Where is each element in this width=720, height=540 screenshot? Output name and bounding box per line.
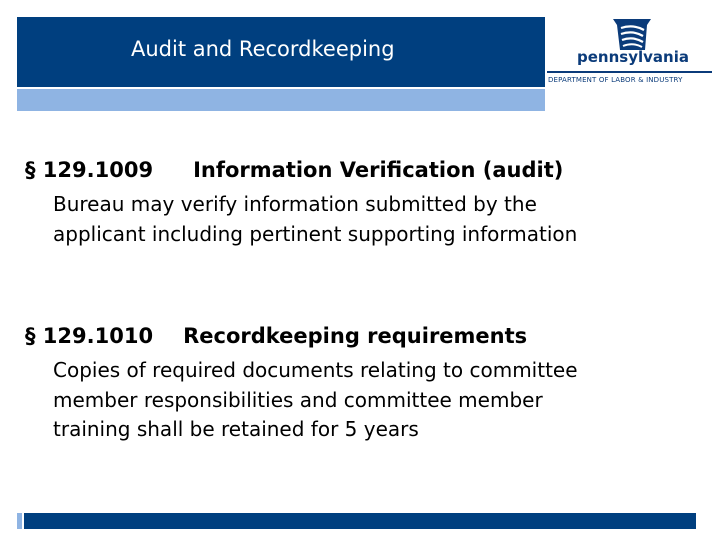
logo-department: DEPARTMENT OF LABOR & INDUSTRY: [548, 76, 683, 84]
section-heading: [25, 156, 705, 184]
body-line: Copies of required documents relating to committee: [53, 358, 578, 382]
section-129-1010: [25, 322, 705, 445]
body-line: training shall be retained for 5 years: [53, 417, 419, 441]
slide-title: Audit and Recordkeeping: [131, 37, 395, 61]
section-body: [53, 356, 705, 445]
section-body: [53, 190, 705, 249]
body-line: member responsibilities and committee member: [53, 387, 543, 412]
section-number: § 129.1009: [25, 158, 154, 182]
section-number: § 129.1010: [25, 324, 154, 348]
section-title: Information Verification (audit): [193, 158, 564, 182]
section-129-1009: [25, 156, 705, 249]
header-accent-stripe: [17, 89, 545, 111]
body-line: applicant including pertinent supporting information: [53, 221, 578, 246]
section-heading: [25, 322, 705, 350]
body-line: Bureau may verify information submitted by the: [53, 192, 537, 216]
logo-wordmark: pennsylvania: [577, 48, 689, 66]
logo-divider: [547, 71, 712, 73]
footer-accent-stripe: [17, 513, 22, 529]
section-title: Recordkeeping requirements: [183, 324, 528, 348]
footer-bar: [24, 513, 696, 529]
